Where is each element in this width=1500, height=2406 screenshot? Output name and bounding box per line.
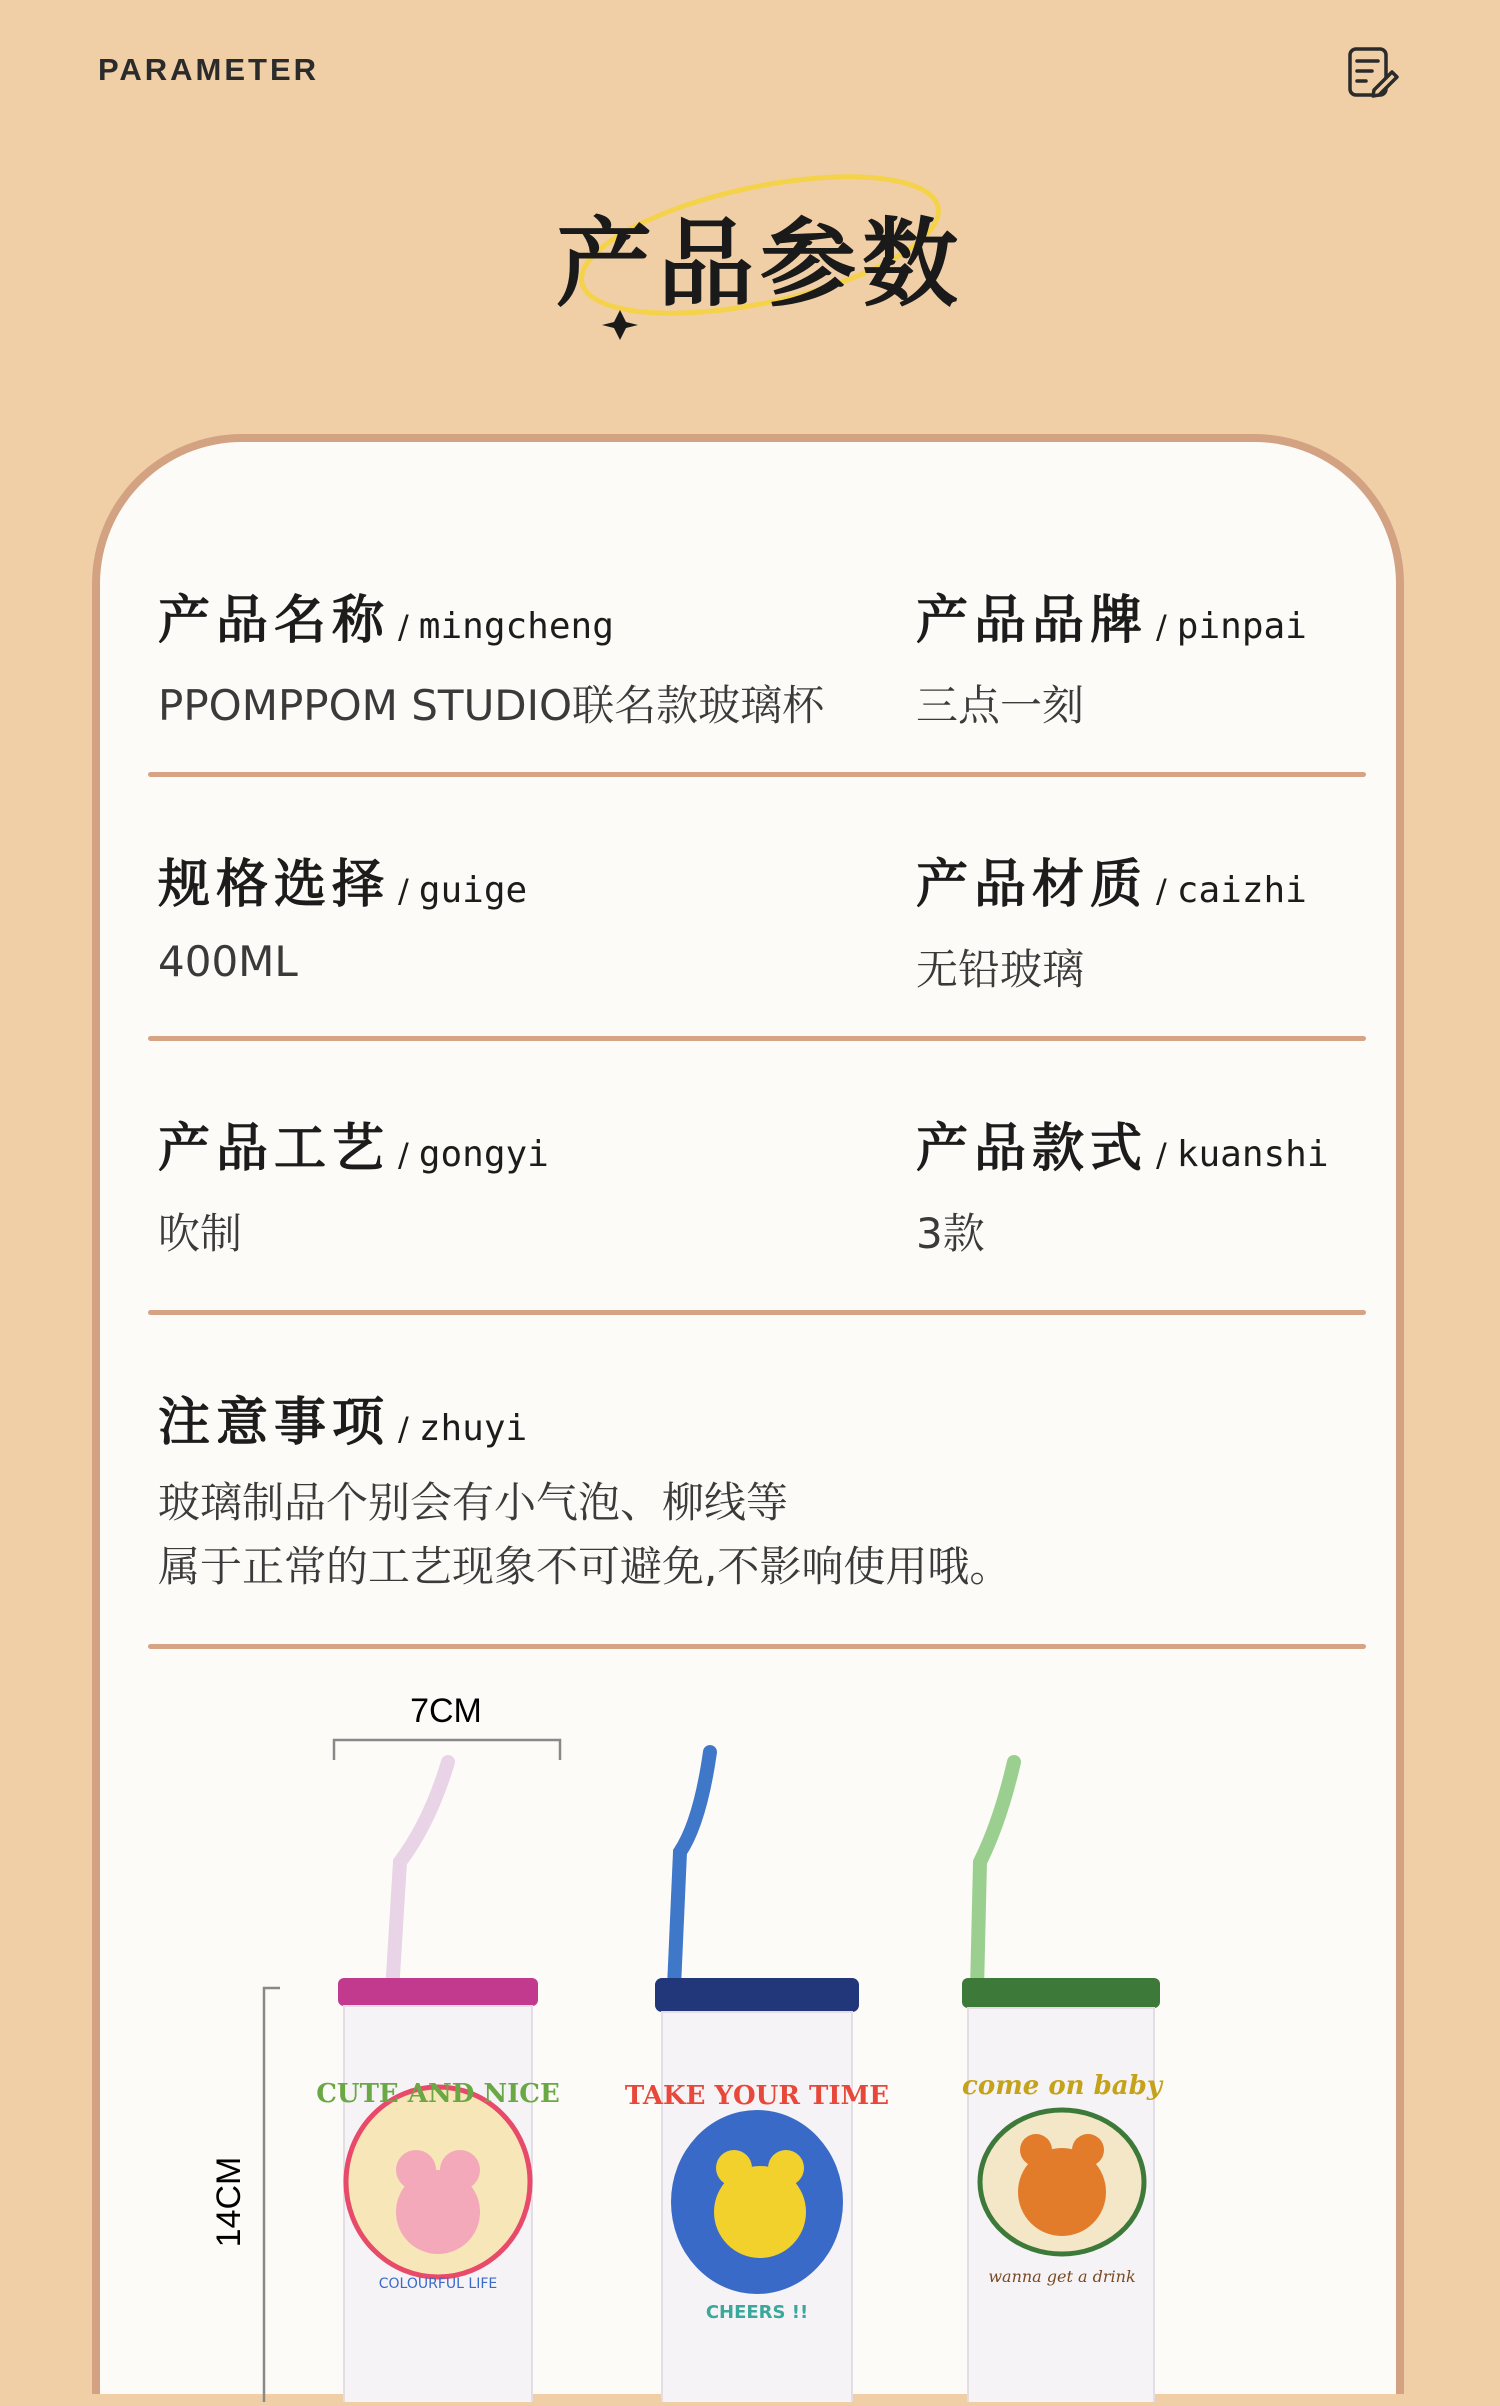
row-divider — [148, 1644, 1366, 1649]
param-label: 产品材质 — [916, 855, 1149, 915]
height-dimension — [210, 1988, 280, 2402]
notice-line: 玻璃制品个别会有小气泡、柳线等 — [158, 1478, 789, 1527]
parameter-card — [92, 434, 1404, 2394]
notice — [158, 1380, 1011, 1599]
param-name — [158, 578, 824, 733]
height-label: 14CM — [210, 2156, 248, 2248]
param-pinyin: gongyi — [418, 1134, 549, 1175]
param-spec — [158, 842, 527, 986]
cup-print-subtext: wanna get a drink — [988, 2267, 1136, 2286]
row-divider — [148, 1036, 1366, 1041]
param-pinyin: kuanshi — [1176, 1134, 1329, 1175]
param-value: 无铅玻璃 — [916, 945, 1085, 994]
product-illustration — [100, 1652, 1396, 2402]
page-title: 产品参数 — [556, 208, 964, 320]
separator: / — [1156, 1136, 1167, 1174]
param-label: 产品名称 — [158, 591, 391, 651]
param-pinyin: pinpai — [1176, 606, 1307, 647]
param-label: 产品工艺 — [158, 1119, 391, 1179]
separator: / — [398, 608, 409, 646]
row-divider — [148, 772, 1366, 777]
lid — [962, 1978, 1160, 2008]
separator: / — [398, 872, 409, 910]
edit-note-icon[interactable] — [1344, 44, 1400, 100]
param-label: 产品款式 — [916, 1119, 1149, 1179]
width-label: 7CM — [410, 1692, 482, 1730]
cup-print-text: TAKE YOUR TIME — [624, 2081, 890, 2111]
param-style — [916, 1106, 1329, 1261]
straw — [392, 1762, 448, 1992]
cup-print-subtext: CHEERS !! — [705, 2302, 809, 2323]
cup-print-text: come on baby — [962, 2071, 1162, 2101]
title-block — [520, 150, 1000, 350]
param-brand — [916, 578, 1307, 733]
separator: / — [1156, 608, 1167, 646]
param-value: 3款 — [916, 1209, 985, 1258]
param-pinyin: caizhi — [1176, 870, 1307, 911]
param-value: 三点一刻 — [916, 681, 1085, 730]
separator: / — [398, 1410, 409, 1448]
param-craft — [158, 1106, 549, 1261]
width-dimension — [334, 1692, 560, 1760]
lid — [338, 1978, 538, 2006]
notice-line: 属于正常的工艺现象不可避免,不影响使用哦。 — [158, 1542, 1012, 1591]
param-label: 规格选择 — [158, 855, 391, 915]
param-pinyin: guige — [418, 870, 528, 911]
cup-pink — [316, 1762, 560, 2402]
row-divider — [148, 1310, 1366, 1315]
param-label: 产品品牌 — [916, 591, 1149, 651]
cup-green — [962, 1762, 1164, 2402]
section-label: PARAMETER — [98, 52, 320, 87]
param-value: PPOMPPOM STUDIO联名款玻璃杯 — [158, 681, 825, 730]
cup-blue — [625, 1752, 889, 2402]
separator: / — [1156, 872, 1167, 910]
param-pinyin: mingcheng — [418, 606, 614, 647]
notice-label: 注意事项 — [158, 1393, 391, 1453]
notice-pinyin: zhuyi — [418, 1408, 528, 1449]
cup-print-subtext: COLOURFUL LIFE — [378, 2276, 498, 2292]
param-value: 吹制 — [158, 1209, 243, 1258]
product-image — [100, 1652, 1396, 2402]
param-value: 400ML — [158, 937, 298, 986]
separator: / — [398, 1136, 409, 1174]
lid — [655, 1978, 859, 2012]
param-material — [916, 842, 1307, 997]
cup-print-text: CUTE AND NICE — [316, 2079, 560, 2109]
